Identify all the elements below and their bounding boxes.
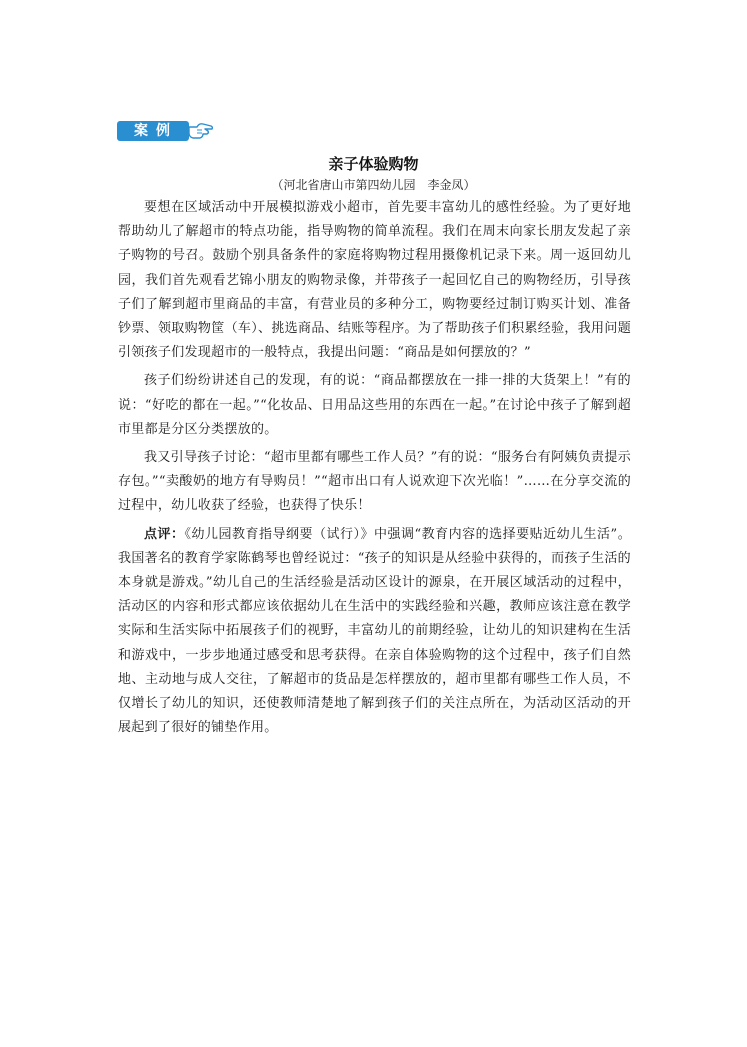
case-badge [117,121,213,143]
paragraph-3: 我又引导孩子讨论：“超市里都有哪些工作人员？”有的说：“服务台有阿姨负责提示存包。”“卖酸奶的地方有导购员！”“超市出口有人说欢迎下次光临！”……在分享交流的过程中，幼儿收获了经验，也获得了快乐！ [118,450,631,514]
paragraph-1: 要想在区域活动中开展模拟游戏小超市，首先要丰富幼儿的感性经验。为了更好地帮助幼儿了解超市的特点功能，指导购物的简单流程。我们在周末向家长朋友发起了亲子购物的号召。鼓励个别具备条件的家庭将购物过程用摄像机记录下来。周一返回幼儿园，我们首先观看艺锦小朋友的购物录像，并带孩子一起回忆自己的购物经历，引导孩子们了解到超市里商品的丰富，有营业员的多种分工，购物要经过制订购买计划、准备钞票、领取购物筐（车）、挑选商品、结账等程序。为了帮助孩子们积累经验，我用问题引领孩子们发现超市的一般特点，我提出问题：“商品是如何摆放的？” [118,200,631,361]
case-badge-label: 案例 [117,121,189,141]
pointing-hand-icon [187,121,213,143]
comment-paragraph [118,523,631,741]
article-author: （河北省唐山市第四幼儿园 李金凤） [271,178,476,192]
article-body [118,196,631,744]
paragraph-2: 孩子们纷纷讲述自己的发现，有的说：“商品都摆放在一排一排的大货架上！”有的说：“好吃的都在一起。”“化妆品、日用品这些用的东西在一起。”在讨论中孩子了解到超市里都是分区分类摆放的。 [118,373,631,437]
article-title: 亲子体验购物 [328,155,419,173]
comment-label: 点评： [144,526,185,542]
comment-text: 《幼儿园教育指导纲要（试行）》中强调“教育内容的选择要贴近幼儿生活”。我国著名的教育学家陈鹤琴也曾经说过：“孩子的知识是从经验中获得的，而孩子生活的本身就是游戏。”幼儿自己的生活经验是活动区设计的源泉，在开展区域活动的过程中，活动区的内容和形式都应该依据幼儿在生活中的实践经验和兴趣，教师应该注意在教学实际和生活实际中拓展孩子们的视野，丰富幼儿的前期经验，让幼儿的知识建构在生活和游戏中，一步步地通过感受和思考获得。在亲自体验购物的这个过程中，孩子们自然地、主动地与成人交往，了解超市的货品是怎样摆放的，超市里都有哪些工作人员，不仅增长了幼儿的知识，还使教师清楚地了解到孩子们的关注点所在，为活动区活动的开展起到了很好的铺垫作用。 [118,526,631,736]
